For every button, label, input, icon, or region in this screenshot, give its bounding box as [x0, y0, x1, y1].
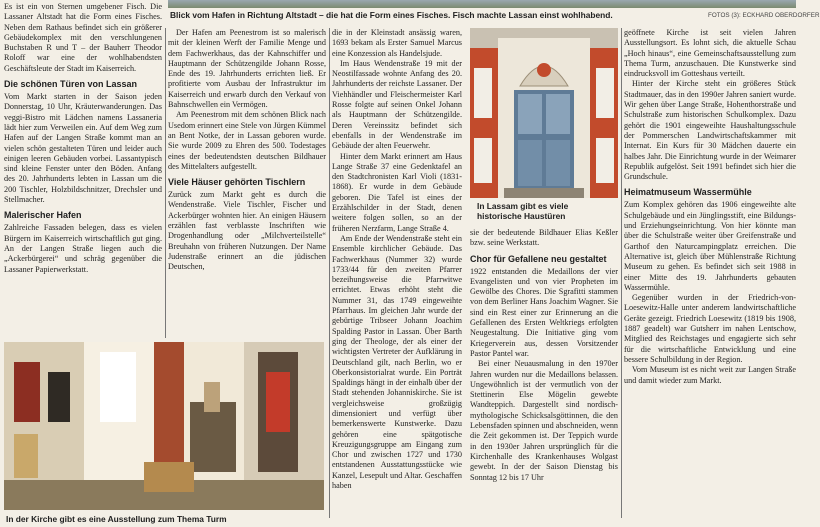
paragraph: Hinter dem Markt erinnert am Haus Lange Straße 37 eine Gedenktafel an den Stadtchronisten Karl Violi (1831-1868). Er wurde in dem Gebäude geboren. Die Tafel ist eines der Erzählschilder in der Stadt, denen weitere folgen sollen, so an der früheren Nerzfarm, Lange Straße 4.	[332, 151, 462, 233]
column-2	[168, 28, 326, 273]
paragraph: 1922 entstanden die Medaillons der vier Evangelisten und von vier Propheten im Gewölbe des Chores. Die Sgrafitti stammen von dem Berliner Hans Joachim Wagner. Sie sind ein Rest einer zur Erinnerung an die Gefallenen des Ersten Weltkriegs erfolgten Neugestaltung. Die Initiative ging vom Kriegerverein aus, dessen Vorsitzender Pastor Pantel war.	[470, 266, 618, 358]
paragraph: Gegenüber wurden in der Friedrich-von-Loesewitz-Halle unter anderem landwirtschaftliche Geräte gezeigt. Friedrich Loesewitz (1819 bis 1908, 1887 geadelt) war Gutsherr im nahen Lentschow, Mitglied des Reichstages und engagierte sich sehr für die wirtschaftliche Entwicklung und eine bessere Schulbildung in der Region.	[624, 293, 796, 364]
paragraph: sie der bedeutende Bildhauer Elias Keßler bzw. seine Werkstatt.	[470, 228, 618, 248]
paragraph: Vom Markt starten in der Saison jeden Donnerstag, 10 Uhr, Kräuterwanderungen. Das veggi-Bistro mit Lädchen namens Lassaneria lädt hier zum Verweilen ein. Auf dem Weg zum Hafen auf der Langen Straße kommt man an vielen schön gestalteten Türen und leider auch einigen leeren Gebäuden vorbei. Lassantypisch sind kleine Fenster unter den Böden. Anfang des 20. Jahrhunderts lebten in Lassan um die 200 Tischler, Holzbildschnitzer, Drechsler und Stellmacher.	[4, 92, 162, 205]
door-illustration	[470, 28, 618, 198]
door-photo	[470, 28, 618, 198]
paragraph: Zurück zum Markt geht es durch die Wendenstraße. Viele Tischler, Fischer und Ackerbürger wohnten hier. An einigen Häusern erzählen fast verblasste Inschriften wie Drogenhandlung oder „Milchverteilstelle“ Breuhahn von früheren Nutzungen. Der Name Judenstraße erinnert an die jüdischen Deutschen,	[168, 190, 326, 272]
column-divider	[165, 28, 166, 338]
church-illustration	[4, 342, 324, 510]
column-5	[624, 28, 796, 386]
paragraph: Am Ende der Wendenstraße steht ein Ensemble kirchlicher Gebäude. Das Fachwerkhaus (Nummer 32) wurde 1733/44 für den zweiten Pfarrer bezeihungsweise die Pfarrwitwe errichtet. Etwas erhöht steht die Nummer 31, das 1749 eingeweihte Pfarrhaus. Im gleichen Jahr wurde der gebürtige Tribseer Johann Joachim Spalding Pastor in Lassan. Über Barth ging der Theologe, der als einer der wichtigsten Vertreter der Aufklärung in Deutschland gilt, nach Berlin, wo er Oberkonsistorialrat wurde. Ein Porträt Spaldings hängt in der einhalb über der Stadt stehenden Johanniskirche. Sie ist vergleichsweise großzügig dimensioniert und verfügt über bemerkenswerte Kunstwerke. Dazu gehören eine spätgotische Kreuzigungsgruppe am Eingang zum Chor und zwischen 1727 und 1730 entstandenen Ausstattungsstücke wie Kanzel, Lesepult und Altar. Geschaffen haben	[332, 233, 462, 491]
subheading-harbor: Malerischer Hafen	[4, 210, 82, 221]
column-divider	[329, 28, 330, 518]
paragraph: Der Hafen am Peenestrom ist so malerisch mit der kleinen Werft der Familie Menge und dem Fachwerkhaus, das der Kahnschiffer und Hauptmann der Schützengilde Johann Rosse, Ende des 19. Jahrhunderts errichten ließ. Er profitierte vom Ausbau der Infrastruktur im Kaiserreich und erwarb durch den Verkauf von Bahnschwellen ein Vermögen.	[168, 28, 326, 110]
paragraph: die in der Kleinstadt ansässig waren, 1693 bekam als Erster Samuel Marcus eine Konzession als Handelsjude.	[332, 28, 462, 58]
photo-credit: FOTOS (3): ECKHARD OBERDORFER	[708, 12, 820, 19]
paragraph: Am Peenestrom mit dem schönen Blick nach Usedom erinnert eine Stele von Jürgen Kümmel an Bent Notke, der in Lassan geboren wurde. Sie wurde 2009 zu Ehren des 500. Todestages eines der bedeutendsten deutschen Bildhauer des Mittelalters aufgestellt.	[168, 110, 326, 171]
church-photo-caption: In der Kirche gibt es eine Ausstellung zum Thema Turm	[6, 514, 227, 524]
subheading-museum: Heimatmuseum Wassermühle	[624, 187, 752, 198]
subheading-tischler: Viele Häuser gehörten Tischlern	[168, 177, 306, 188]
column-divider	[621, 28, 622, 518]
column-3	[332, 28, 462, 491]
paragraph: Es ist ein von Sternen umgebener Fisch. Die Lassaner Altstadt hat die Form eines Fisches. Neben dem Rathaus befindet sich ein größerer Gebäudekomplex mit den verschlungenen Buchstaben R und T – der Bauherr Theodor Roloff war eine der wohlhabendsten Geschäftsleute der Stadt im Kaiserreich.	[4, 2, 162, 73]
paragraph: Zum Komplex gehören das 1906 eingeweihte alte Schulgebäude und ein Jünglingsstift, eine Bildungs- und Erziehungseinrichtung. Von hier könnte man über die Schulstraße weiter über Greifenstraße und Garthof den Naturcampingplatz erreichen. Die Alternative ist, gleich über Mühlenstraße Richtung Museum zu gehen. Es befindet sich seit 1988 in einer Mitte des 19. Jahrhunderts gebauten Wassermühle.	[624, 200, 796, 292]
paragraph: geöffnete Kirche ist seit vielen Jahren Ausstellungsort. Es lohnt sich, die aktuelle Schau „Hoch hinaus“, eine Gemeinschaftsausstellung zum Thema Turm, anzuschauen. Die Kunstwerke sind eindrucksvoll im Gotteshaus verteilt.	[624, 28, 796, 79]
subheading-doors: Die schönen Türen von Lassan	[4, 79, 138, 90]
paragraph: Vom Museum ist es nicht weit zur Langen Straße und damit wieder zum Markt.	[624, 365, 796, 385]
paragraph: Im Haus Wendenstraße 19 mit der Neostilfassade wohnte Anfang des 20. Jahrhunderts der reichste Lassaner. Der Viehhändler und Fleischermeister Karl Rosse folgte auf seinen Onkel Johann als Hauptmann der Schützengilde. Deren Vereinssitz befindet sich ebenfalls in der Wendenstraße im Gebäude der alten Feuerwehr.	[332, 58, 462, 151]
paragraph: Zahlreiche Fassaden belegen, dass es vielen Bürgern im Kaiserreich wirtschaftlich gut ging. An der Langen Straße liegen auch die „Ackerbürgerei“ und schräg gegenüber die Lassaner Papierwerkstatt.	[4, 223, 162, 274]
subheading-chor: Chor für Gefallene neu gestaltet	[470, 253, 607, 264]
door-photo-caption: In Lassam gibt es viele historische Haustüren	[477, 201, 569, 221]
paragraph: Bei einer Neuausmalung in den 1970er Jahren wurden nur die Medaillons belassen. Ungewöhnlich ist der vermutlich von der Stettinerin Else Mögelin gewebte Wandteppich. Dargestellt sind nordisch-mythologische Schicksalsgöttinnen, die den Lebensfaden spinnen und abschneiden, wenn die Zeit gekommen ist. Der Teppich wurde in den 1930er Jahren ursprünglich für die Kirchenhalle des Krankenhauses Wolgast gewebt. In der der Saison Dienstag bis Sonntag 12 bis 17 Uhr	[470, 359, 619, 482]
column-4	[470, 228, 618, 483]
paragraph: Hinter der Kirche steht ein größeres Stück Stadtmauer, das in den 1990er Jahren saniert wurde. Wir gehen über Lange Straße, Hohenthorstraße und Schulstraße zum historischen Schulkomplex. Dazu gehört die 1901 eingeweihte Haushaltungsschule der Pommerschen Landwirtschaftskammer mit Internat. Ein Kurs für 30 Mädchen dauerte ein halbes Jahr. Die Einrichtung wurde in der Weimarer Republik aufgelöst. Seit 1991 befindet sich hier die Grundschule.	[624, 79, 796, 182]
church-photo	[4, 342, 324, 510]
harbor-photo-caption: Blick vom Hafen in Richtung Altstadt – die hat die Form eines Fisches. Fisch machte Lassan einst wohlhabend.	[170, 10, 613, 20]
harbor-photo	[168, 0, 796, 8]
column-1	[4, 2, 162, 275]
